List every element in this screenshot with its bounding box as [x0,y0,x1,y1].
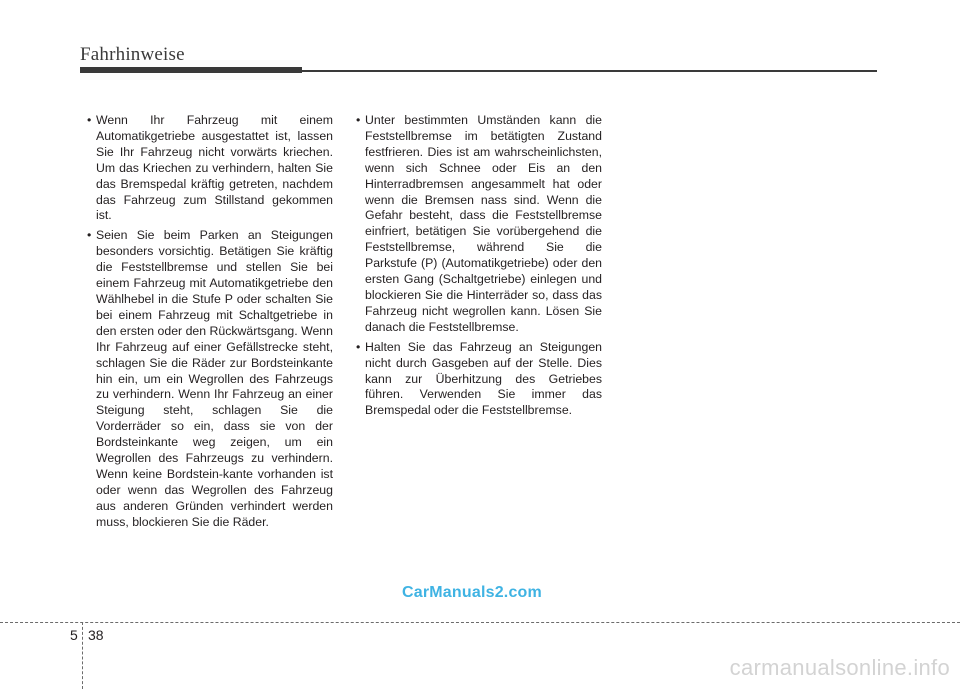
list-item-text: Unter bestimmten Umständen kann die Feststellbremse im betätigten Zustand festfrieren. Dies ist am wahrscheinlichsten, wenn sich Schnee oder Eis an den Hinterradbremsen angesammelt hat oder wenn die Bremsen nass sind. Wenn die Gefahr besteht, dass die Feststellbremse einfriert, betätigen Sie vorübergehend die Feststellbremse, während Sie die Parkstufe (P) (Automatikgetriebe) oder den ersten Gang (Schaltgetriebe) einlegen und blockieren Sie die Hinterräder so, dass das Fahrzeug nicht wegrollen kann. Lösen Sie danach die Feststellbremse. [365,113,602,334]
footer-divider [0,622,960,623]
list-item [356,113,602,336]
list-item [87,113,333,224]
watermark-link[interactable]: CarManuals2.com [402,584,542,601]
bullet-icon: • [356,113,361,127]
bullet-icon: • [87,113,92,127]
bullet-icon: • [356,339,361,354]
left-text-column [87,113,333,535]
page-number: 38 [88,627,104,643]
watermark-text: carmanualsonline.info [729,655,950,680]
chapter-number: 5 [70,627,78,643]
list-item-text: Seien Sie beim Parken an Steigungen besonders vorsichtig. Betätigen Sie kräftig die Feststellbremse und stellen Sie bei einem Fahrzeug mit Automatikgetriebe den Wählhebel in die Stufe P oder schalten Sie bei einem Fahrzeug mit Schaltgetriebe in den ersten oder den Rückwärtsgang. Wenn Ihr Fahrzeug auf einer Gefällstrecke steht, schlagen Sie die Räder zur Bordsteinkante hin ein, um ein Wegrollen des Fahrzeugs zu verhindern. Wenn Ihr Fahrzeug an einer Steigung steht, schlagen Sie die Vorderräder so ein, dass sie von der Bordsteinkante weg zeigen, um ein Wegrollen des Fahrzeugs zu verhindern. Wenn keine Bordstein-kante vorhanden ist oder wenn das Wegrollen des Fahrzeug aus anderen Gründen verhindert werden muss, blockieren Sie die Räder. [96,228,333,529]
list-item-text: Halten Sie das Fahrzeug an Steigungen nicht durch Gasgeben auf der Stelle. Dies kann zur Überhitzung des Getriebes führen. Verwenden Sie immer das Bremspedal oder die Feststellbremse. [365,339,602,418]
list-item [356,340,602,420]
list-item [87,228,333,530]
right-text-column [356,113,602,423]
bullet-icon: • [87,228,92,243]
page-section-title: Fahrhinweise [80,44,185,65]
footer-divider-vertical [82,622,83,689]
list-item-text: Wenn Ihr Fahrzeug mit einem Automatikgetriebe ausgestattet ist, lassen Sie Ihr Fahrzeug nicht vorwärts kriechen. Um das Kriechen zu verhindern, halten Sie das Bremspedal kräftig getreten, nachdem das Fahrzeug zum Stillstand gekommen ist. [96,113,333,223]
header-rule-accent [80,67,302,73]
